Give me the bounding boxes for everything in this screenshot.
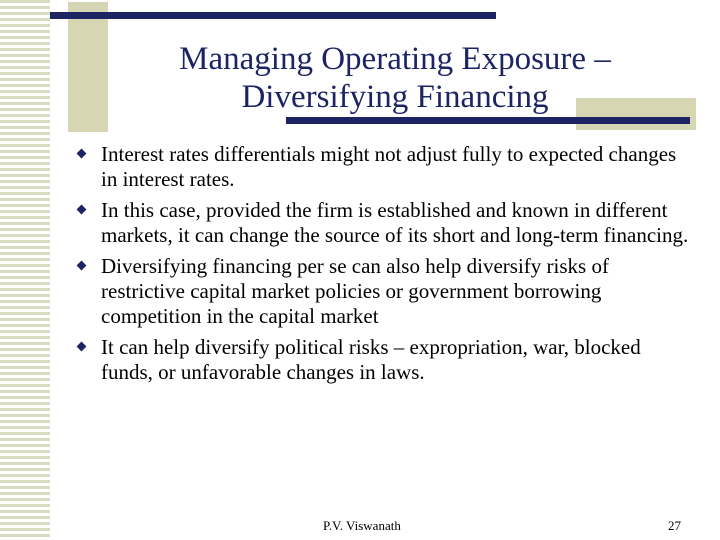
bullet-item [74, 254, 694, 329]
decorative-stripes [0, 0, 50, 540]
diamond-bullet-icon [77, 149, 87, 159]
bullet-text: Interest rates differentials might not adjust fully to expected changes in interest rates. [101, 142, 677, 191]
bullet-item [74, 142, 694, 192]
title-line-2: Diversifying Financing [241, 79, 549, 115]
diamond-bullet-icon [77, 205, 87, 215]
bullet-text: Diversifying financing per se can also help diversify risks of restrictive capital market policies or government borrowing competition in the capital market [101, 254, 609, 328]
diamond-bullet-icon [77, 261, 87, 271]
title-line-1: Managing Operating Exposure – [179, 41, 611, 77]
page-number: 27 [668, 518, 681, 533]
title-rule-top [50, 12, 496, 19]
title-rule-bottom [286, 117, 690, 124]
diamond-bullet-icon [77, 342, 87, 352]
bullet-item [74, 335, 694, 385]
bullet-item [74, 198, 694, 248]
bullet-list [74, 142, 694, 391]
slide-title [130, 40, 660, 116]
decorative-block-top [68, 2, 108, 132]
footer-author: P.V. Viswanath [323, 518, 401, 533]
bullet-text: It can help diversify political risks – expropriation, war, blocked funds, or unfavorable changes in laws. [101, 335, 641, 384]
bullet-text: In this case, provided the firm is established and known in different markets, it can change the source of its short and long-term financing. [101, 198, 689, 247]
